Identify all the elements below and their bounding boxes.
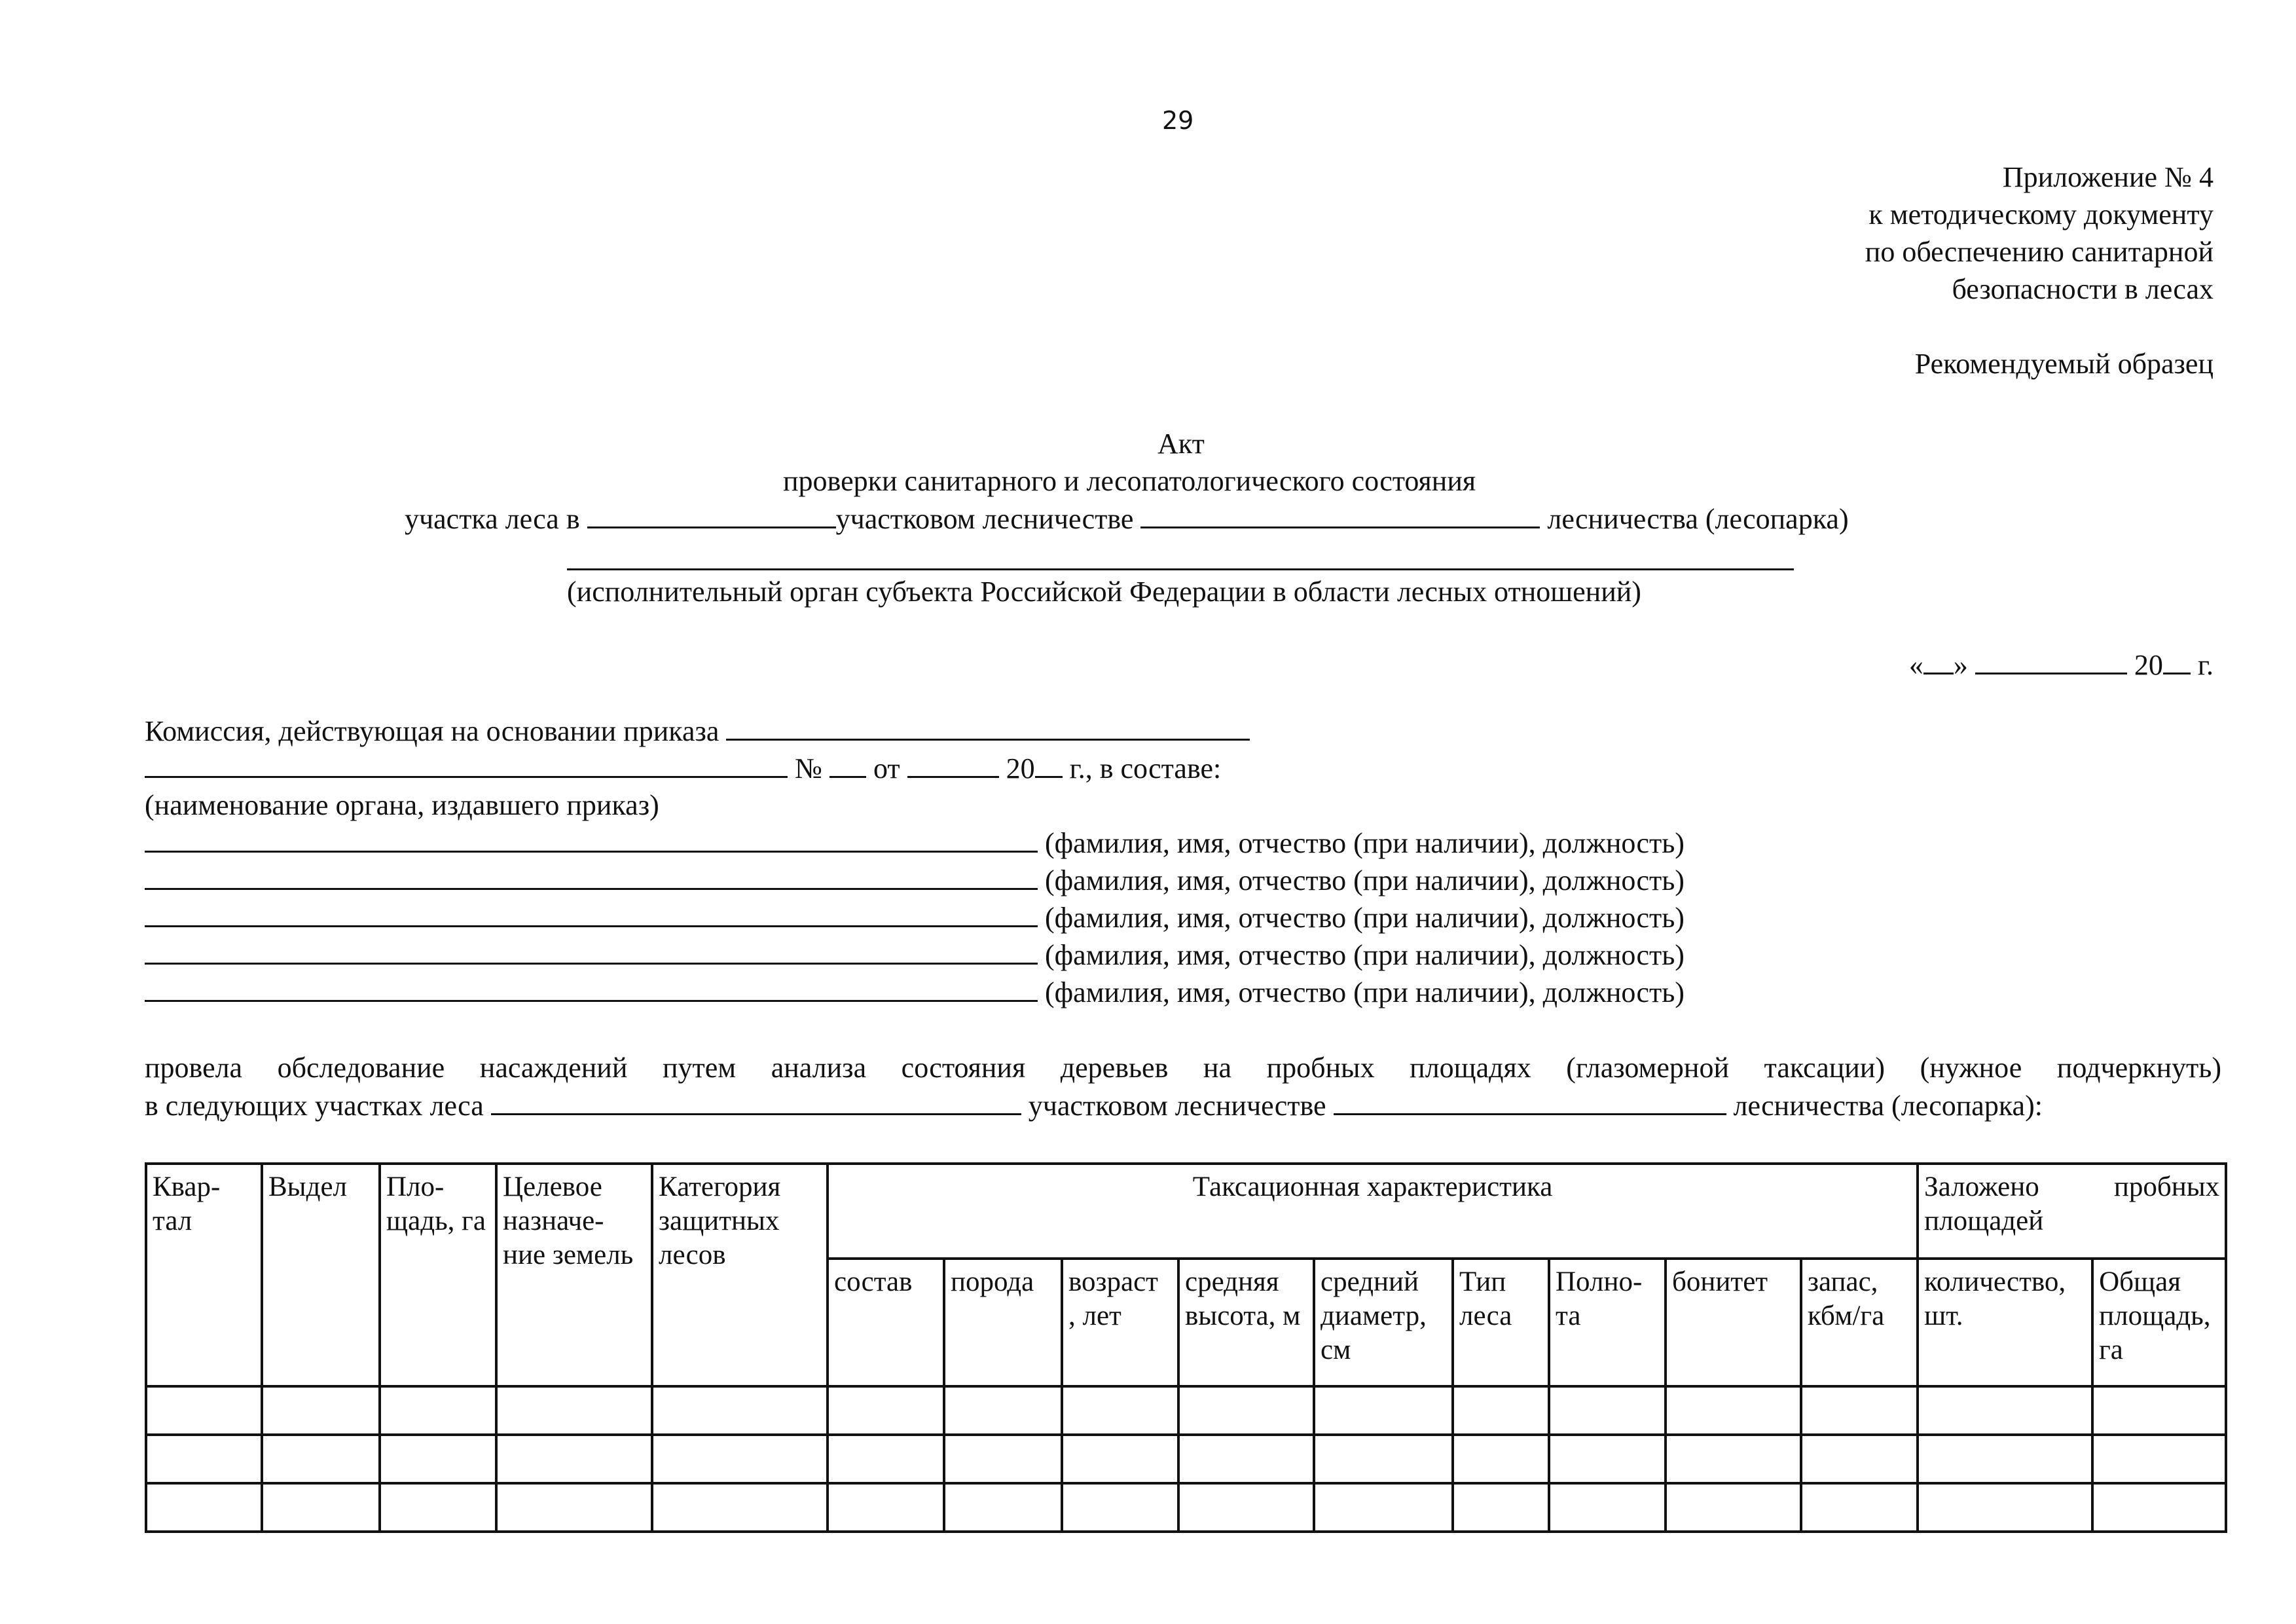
commission-line-2 <box>145 750 1221 787</box>
authority-caption: (исполнительный орган субъекта Российской Федерации в области лесных отношений) <box>567 576 1641 608</box>
survey-line-2 <box>145 1087 2043 1124</box>
table-cell[interactable] <box>2092 1435 2226 1483</box>
district-blank-field[interactable] <box>587 500 836 528</box>
table-cell[interactable] <box>1314 1386 1453 1435</box>
header-taxation: Таксационная характеристика <box>828 1164 1918 1259</box>
table-cell[interactable] <box>146 1483 262 1532</box>
number-sign: № <box>795 752 822 784</box>
table-cell[interactable] <box>1453 1386 1549 1435</box>
recommended-sample: Рекомендуемый образец <box>1914 348 2214 380</box>
table-cell[interactable] <box>380 1483 496 1532</box>
table-cell[interactable] <box>944 1435 1062 1483</box>
table-cell[interactable] <box>1549 1386 1666 1435</box>
order-blank-field[interactable] <box>726 712 1250 741</box>
table-cell[interactable] <box>2092 1483 2226 1532</box>
title-district-label: участковом лесничестве <box>835 503 1134 535</box>
survey-district-blank-field[interactable] <box>491 1087 1021 1115</box>
page-number: 29 <box>1162 106 1194 135</box>
table-cell[interactable] <box>1314 1483 1453 1532</box>
table-cell[interactable] <box>1801 1483 1918 1532</box>
member-blank-field-1[interactable] <box>145 824 1038 853</box>
table-cell[interactable] <box>1666 1483 1801 1532</box>
table-cell[interactable] <box>1062 1483 1178 1532</box>
survey-forestry-blank-field[interactable] <box>1334 1087 1726 1115</box>
header-bonitet: бонитет <box>1666 1259 1801 1386</box>
table-cell[interactable] <box>1549 1435 1666 1483</box>
order-date-blank-field[interactable] <box>907 750 999 778</box>
table-cell[interactable] <box>496 1386 652 1435</box>
table-cell[interactable] <box>1918 1483 2092 1532</box>
taxation-table <box>145 1162 2227 1533</box>
member-blank-field-5[interactable] <box>145 974 1038 1002</box>
table-cell[interactable] <box>944 1386 1062 1435</box>
order-year-blank-field[interactable] <box>1035 750 1063 778</box>
title-subtitle: проверки санитарного и лесопатологического состояния <box>783 465 1476 497</box>
survey-line-1: провела обследование насаждений путем анализа состояния деревьев на пробных площадях (глазомерной таксации) (нужное подчеркнуть) <box>145 1052 2221 1084</box>
table-cell[interactable] <box>1549 1483 1666 1532</box>
authority-blank-line[interactable] <box>567 568 1794 570</box>
table-cell[interactable] <box>652 1483 828 1532</box>
table-cell[interactable] <box>1178 1483 1314 1532</box>
header-purpose: Целевое назначе-ние земель <box>496 1164 652 1386</box>
table-cell[interactable] <box>262 1483 380 1532</box>
header-zapas: запас, кбм/га <box>1801 1259 1918 1386</box>
table-cell[interactable] <box>1178 1435 1314 1483</box>
year-prefix: 20 <box>2134 649 2163 681</box>
survey-forestry-label: лесничества (лесопарка): <box>1733 1090 2043 1122</box>
header-obshchaya-ploshchad: Общая площадь, га <box>2092 1259 2226 1386</box>
table-cell[interactable] <box>262 1386 380 1435</box>
table-cell[interactable] <box>1453 1435 1549 1483</box>
title-line-3 <box>405 500 1849 538</box>
month-blank-field[interactable] <box>1975 646 2127 674</box>
open-quote: « <box>1908 649 1923 681</box>
table-cell[interactable] <box>146 1386 262 1435</box>
table-row <box>146 1435 2226 1483</box>
year-suffix: г. <box>2197 649 2214 681</box>
header-plots-b: пробных <box>2113 1172 2220 1202</box>
member-line-2 <box>145 862 1685 899</box>
member-line-1 <box>145 824 1685 862</box>
table-cell[interactable] <box>1666 1435 1801 1483</box>
header-plots-c: площадей <box>1924 1206 2044 1236</box>
table-cell[interactable] <box>652 1435 828 1483</box>
table-cell[interactable] <box>828 1435 944 1483</box>
table-cell[interactable] <box>380 1386 496 1435</box>
header-kvartal: Квар-тал <box>146 1164 262 1386</box>
header-vysota: средняя высота, м <box>1178 1259 1314 1386</box>
title-forest-plot-in: участка леса в <box>405 503 580 535</box>
commission-label: Комиссия, действующая на основании приказа <box>145 715 720 747</box>
member-caption-4: (фамилия, имя, отчество (при наличии), должность) <box>1045 939 1685 971</box>
survey-plots-label: в следующих участках леса <box>145 1090 484 1122</box>
table-cell[interactable] <box>1178 1386 1314 1435</box>
header-plots <box>1918 1164 2226 1259</box>
header-kolichestvo: количество, шт. <box>1918 1259 2092 1386</box>
member-blank-field-4[interactable] <box>145 936 1038 965</box>
header-vozrast: возраст , лет <box>1062 1259 1178 1386</box>
year-blank-field[interactable] <box>2163 646 2191 674</box>
table-cell[interactable] <box>1801 1386 1918 1435</box>
table-cell[interactable] <box>652 1386 828 1435</box>
header-plots-top <box>1924 1170 2219 1204</box>
order-number-blank-field[interactable] <box>829 750 866 778</box>
table-cell[interactable] <box>1666 1386 1801 1435</box>
day-blank-field[interactable] <box>1923 646 1954 674</box>
header-tip-lesa: Тип леса <box>1453 1259 1549 1386</box>
commission-line-1 <box>145 712 1250 750</box>
table-header-row-1 <box>146 1164 2226 1259</box>
member-line-4 <box>145 936 1685 974</box>
appendix-line-3: по обеспечению санитарной <box>1865 236 2214 268</box>
forestry-blank-field[interactable] <box>1140 500 1540 528</box>
table-cell[interactable] <box>1062 1435 1178 1483</box>
table-row <box>146 1386 2226 1435</box>
table-cell[interactable] <box>1062 1386 1178 1435</box>
appendix-line-1: Приложение № 4 <box>2002 161 2214 193</box>
member-line-3 <box>145 899 1685 936</box>
table-cell[interactable] <box>496 1435 652 1483</box>
header-poroda: порода <box>944 1259 1062 1386</box>
member-caption-1: (фамилия, имя, отчество (при наличии), должность) <box>1045 827 1685 859</box>
close-quote: » <box>1953 649 1968 681</box>
table-cell[interactable] <box>1918 1386 2092 1435</box>
member-blank-field-2[interactable] <box>145 862 1038 890</box>
table-cell[interactable] <box>944 1483 1062 1532</box>
title-forestry-label: лесничества (лесопарка) <box>1547 503 1849 535</box>
order-year-prefix: 20 <box>1006 752 1035 784</box>
issuer-caption: (наименование органа, издавшего приказ) <box>145 789 659 821</box>
issuer-blank-field[interactable] <box>145 750 788 778</box>
title-akt: Акт <box>1157 428 1205 460</box>
table-cell[interactable] <box>1918 1435 2092 1483</box>
table-cell[interactable] <box>262 1435 380 1483</box>
member-line-5 <box>145 974 1685 1011</box>
appendix-line-4: безопасности в лесах <box>1952 273 2214 305</box>
table-cell[interactable] <box>380 1435 496 1483</box>
date-line <box>1909 646 2214 684</box>
table-cell[interactable] <box>2092 1386 2226 1435</box>
header-diametr: средний диаметр, см <box>1314 1259 1453 1386</box>
table-cell[interactable] <box>828 1483 944 1532</box>
header-plots-a: Заложено <box>1924 1172 2039 1202</box>
table-cell[interactable] <box>1314 1435 1453 1483</box>
table-cell[interactable] <box>146 1435 262 1483</box>
member-caption-3: (фамилия, имя, отчество (при наличии), должность) <box>1045 902 1685 934</box>
table-cell[interactable] <box>1801 1435 1918 1483</box>
header-area: Пло-щадь, га <box>380 1164 496 1386</box>
member-caption-2: (фамилия, имя, отчество (при наличии), должность) <box>1045 864 1685 896</box>
header-sostav: состав <box>828 1259 944 1386</box>
table-cell[interactable] <box>828 1386 944 1435</box>
header-polnota: Полно-та <box>1549 1259 1666 1386</box>
appendix-line-2: к методическому документу <box>1868 198 2214 231</box>
member-caption-5: (фамилия, имя, отчество (при наличии), должность) <box>1045 976 1685 1008</box>
header-category: Категория защитных лесов <box>652 1164 828 1386</box>
table-cell[interactable] <box>1453 1483 1549 1532</box>
from-label: от <box>873 752 900 784</box>
header-vydel: Выдел <box>262 1164 380 1386</box>
table-row <box>146 1483 2226 1532</box>
in-composition-label: г., в составе: <box>1069 752 1222 784</box>
survey-district-label: участковом лесничестве <box>1028 1090 1326 1122</box>
table-cell[interactable] <box>496 1483 652 1532</box>
member-blank-field-3[interactable] <box>145 899 1038 927</box>
